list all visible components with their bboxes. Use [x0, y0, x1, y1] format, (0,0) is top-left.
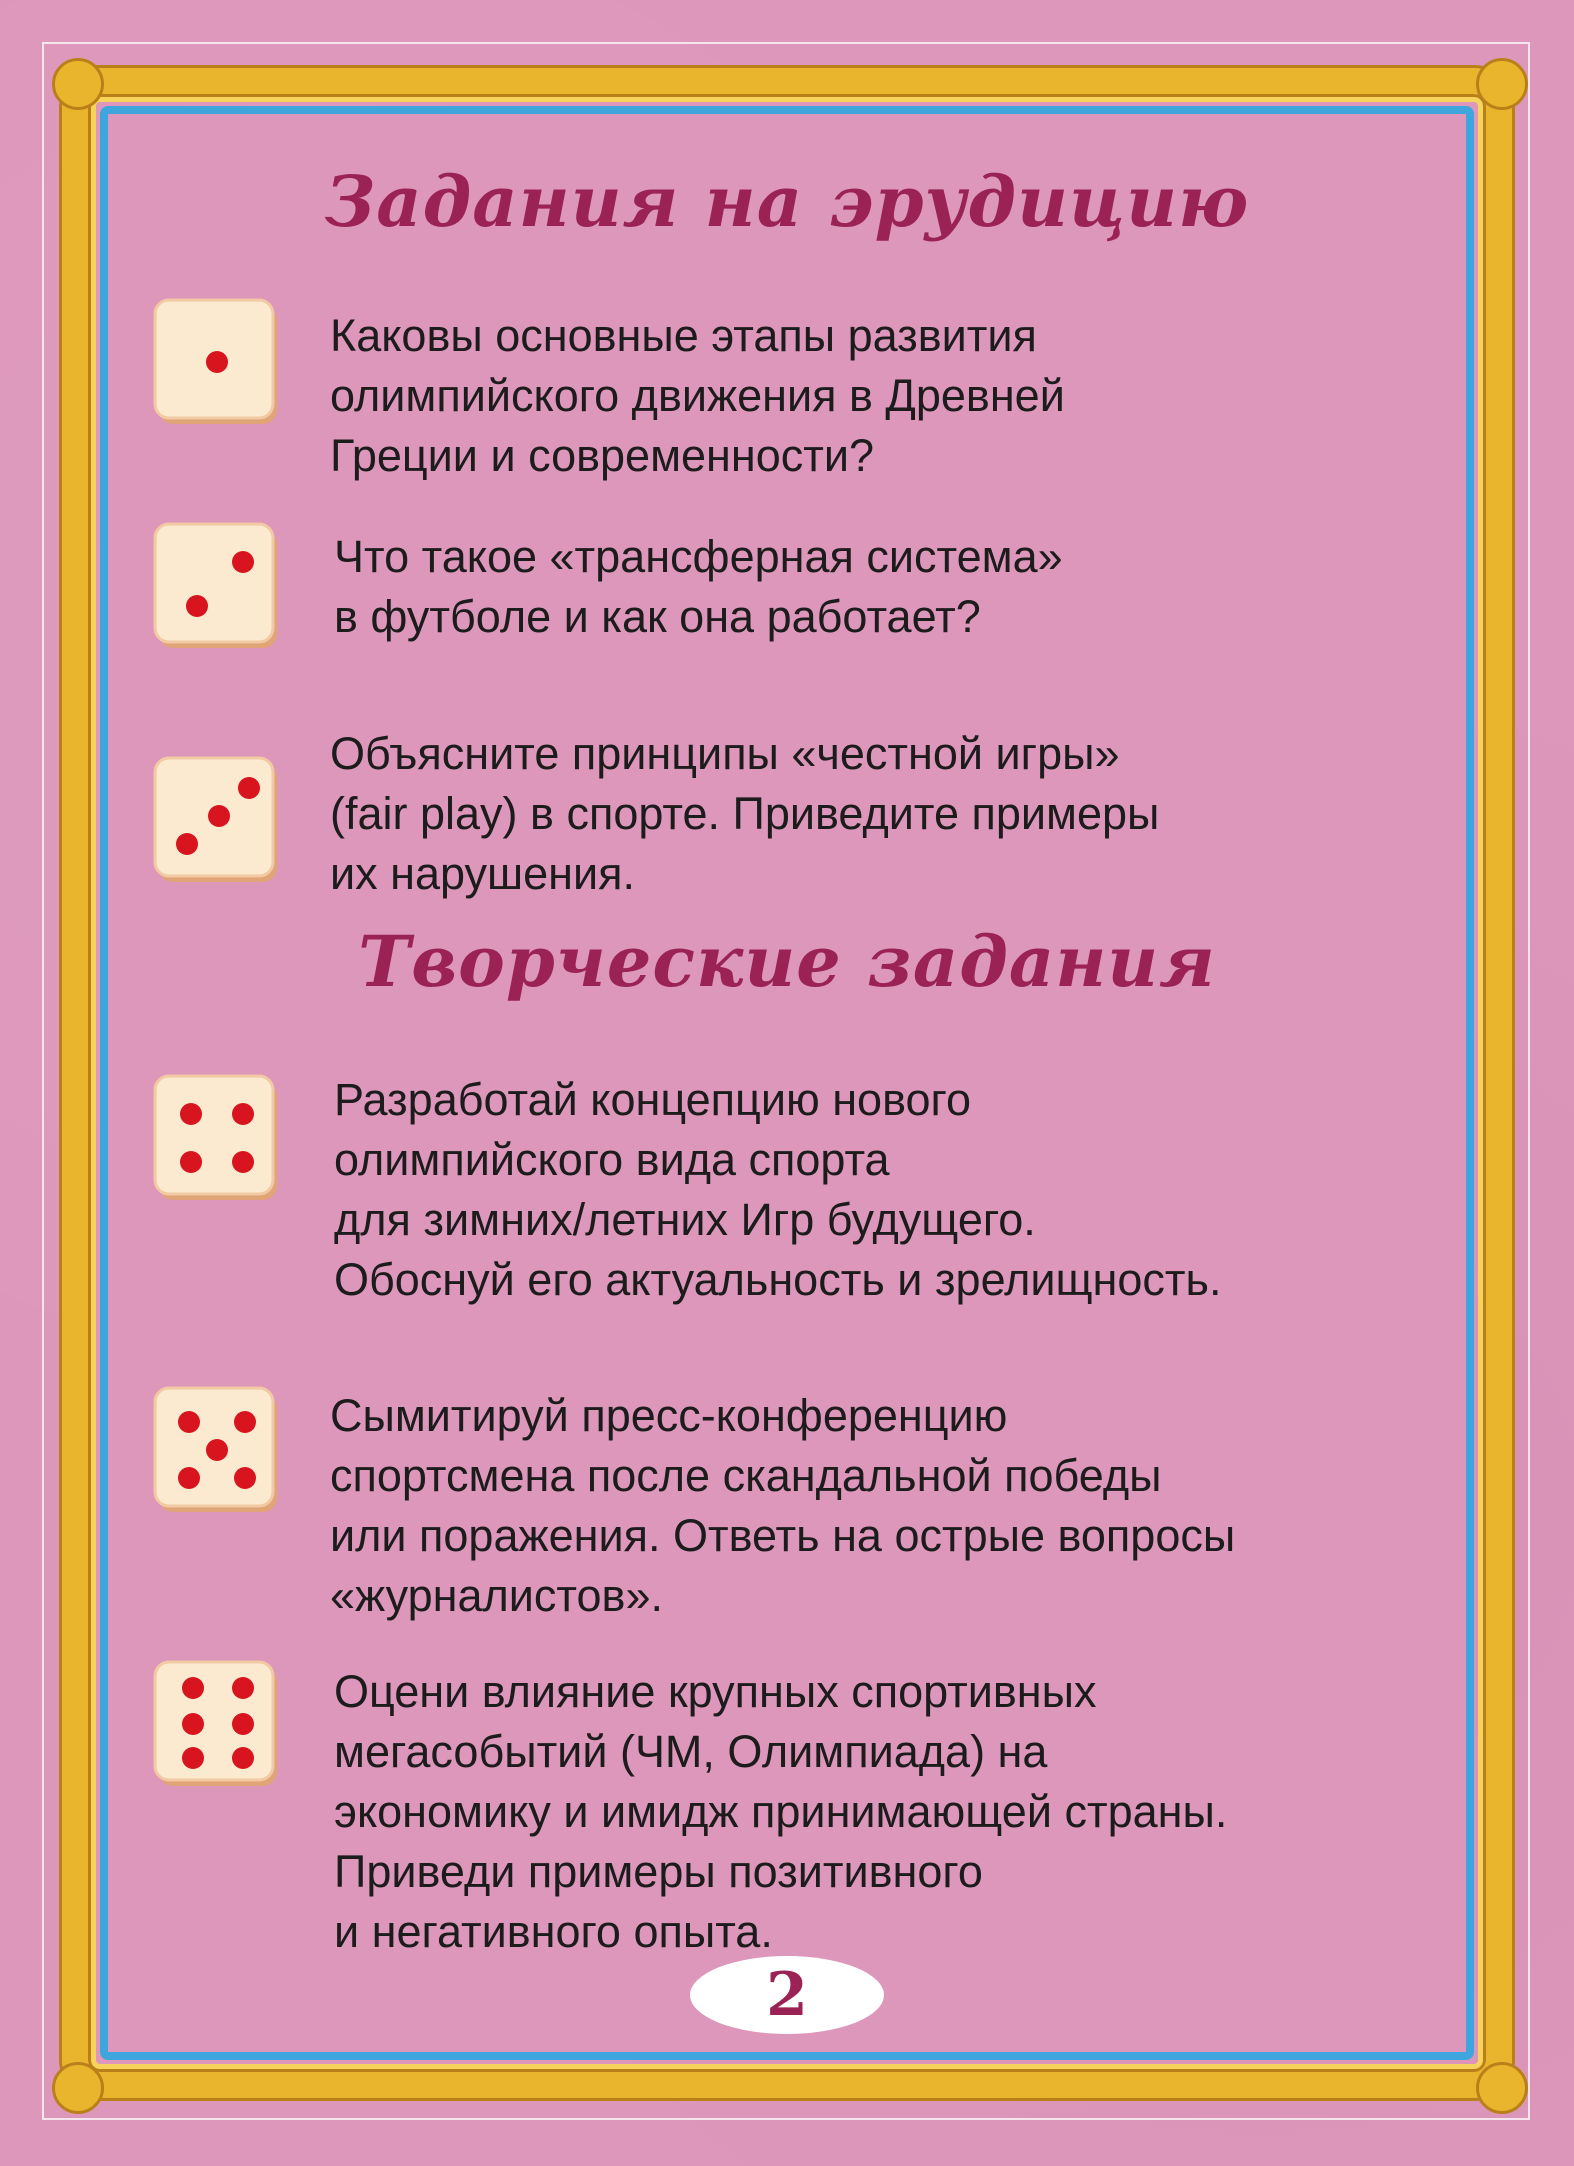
die-five-icon	[153, 1386, 281, 1514]
die-pip	[206, 351, 228, 373]
die-pip	[232, 1103, 254, 1125]
heading-erudition: Задания на эрудицию	[324, 160, 1250, 243]
task-4-text: Разработай концепцию нового олимпийского вида спорта для зимних/летних Игр будущего. Обоснуй его актуальность и зрелищность.	[334, 1074, 1222, 1305]
die-one-icon	[153, 298, 281, 426]
die-pip	[206, 1439, 228, 1461]
die-pip	[178, 1411, 200, 1433]
die-pip	[232, 1713, 254, 1735]
task-2-text: Что такое «трансферная система» в футболе и как она работает?	[334, 531, 1063, 642]
task-3-text: Объясните принципы «честной игры» (fair play) в спорте. Приведите примеры их нарушения.	[330, 728, 1160, 899]
die-four-icon	[153, 1074, 281, 1202]
die-two-icon	[153, 522, 281, 650]
die-pip	[232, 1747, 254, 1769]
heading-creative: Творческие задания	[358, 920, 1216, 1003]
die-pip	[180, 1103, 202, 1125]
task-6-text: Оцени влияние крупных спортивных мегасобытий (ЧМ, Олимпиада) на экономику и имидж принимающей страны. Приведи примеры позитивного и негативного опыта.	[334, 1666, 1228, 1957]
frame-corner-top-left	[52, 58, 104, 110]
page-number: 2	[690, 1956, 884, 2034]
die-pip	[178, 1467, 200, 1489]
die-pip	[234, 1411, 256, 1433]
die-pip	[182, 1713, 204, 1735]
die-pip	[208, 805, 230, 827]
task-5-text: Сымитируй пресс-конференцию спортсмена после скандальной победы или поражения. Ответь на острые вопросы «журналистов».	[330, 1390, 1236, 1621]
die-six-icon	[153, 1660, 281, 1788]
die-pip	[234, 1467, 256, 1489]
die-pip	[232, 551, 254, 573]
die-pip	[176, 833, 198, 855]
die-pip	[238, 777, 260, 799]
frame-corner-bottom-right	[1476, 2062, 1528, 2114]
task-1-text: Каковы основные этапы развития олимпийского движения в Древней Греции и современности?	[330, 310, 1065, 481]
die-three-icon	[153, 756, 281, 884]
frame-corner-bottom-left	[52, 2062, 104, 2114]
die-pip	[182, 1677, 204, 1699]
die-pip	[232, 1151, 254, 1173]
die-pip	[186, 595, 208, 617]
frame-corner-top-right	[1476, 58, 1528, 110]
die-pip	[180, 1151, 202, 1173]
die-pip	[182, 1747, 204, 1769]
die-pip	[232, 1677, 254, 1699]
